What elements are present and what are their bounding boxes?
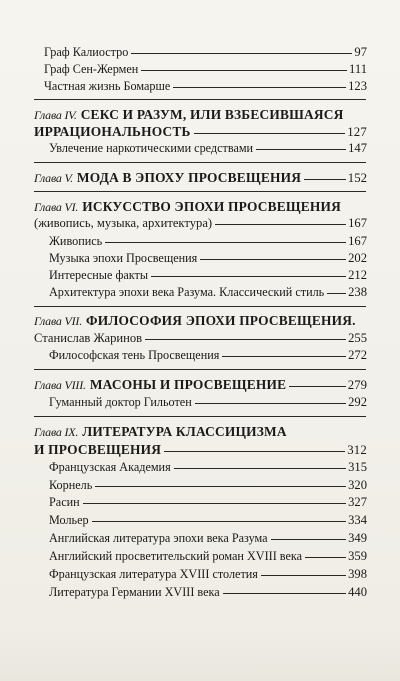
chapter-page: 167 (348, 216, 367, 230)
chapter-9-heading (34, 424, 367, 440)
chapter-title: ИСКУССТВО ЭПОХИ ПРОСВЕЩЕНИЯ (82, 199, 342, 214)
toc-entry-page: 398 (348, 567, 367, 581)
toc-entry-title: Корнель (49, 478, 93, 492)
leader-dots (305, 557, 346, 558)
toc-entry (49, 395, 367, 410)
chapter-7-heading: Глава VII. ФИЛОСОФИЯ ЭПОХИ ПРОСВЕЩЕНИЯ . (34, 313, 356, 328)
toc-entry-page: 349 (348, 531, 367, 545)
chapter-4-heading-line2 (34, 124, 367, 140)
toc-entry (49, 585, 367, 600)
chapter-page: 127 (347, 125, 367, 139)
chapter-author: Станислав Жаринов (34, 331, 143, 345)
toc-entry-title: Музыка эпохи Просвещения (49, 251, 198, 265)
chapter-prefix: Глава VI. (34, 200, 79, 214)
toc-entry-title: Литература Германии XVIII века (49, 585, 220, 599)
toc-entry-page: 212 (348, 268, 367, 282)
toc-entry-page: 334 (348, 513, 367, 527)
toc-entry-title: Мольер (49, 513, 89, 527)
chapter-prefix: Глава VIII. (34, 378, 86, 392)
chapter-title: МАСОНЫ И ПРОСВЕЩЕНИЕ (89, 377, 287, 392)
chapter-prefix: Глава VII. (34, 314, 83, 328)
leader-dots (256, 149, 346, 150)
leader-dots (200, 259, 346, 260)
chapter-4-heading (34, 107, 367, 123)
leader-dots (131, 53, 352, 54)
chapter-title: ФИЛОСОФИЯ ЭПОХИ ПРОСВЕЩЕНИЯ (86, 313, 353, 328)
toc-entry-title: Гуманный доктор Гильотен (49, 395, 192, 409)
divider (34, 369, 366, 370)
toc-entry-page: 292 (348, 395, 367, 409)
leader-dots (223, 593, 346, 594)
chapter-page: 312 (347, 443, 367, 457)
toc-entry-page: 238 (348, 285, 367, 299)
toc-entry-title: Увлечение наркотическими средствами (49, 141, 254, 155)
toc-entry-page: 147 (348, 141, 367, 155)
toc-entry (44, 45, 367, 60)
chapter-6-heading (34, 199, 367, 215)
chapter-page: 279 (347, 378, 367, 392)
chapter-9-heading-line2 (34, 442, 367, 458)
leader-dots (222, 356, 346, 357)
leader-dots (304, 179, 346, 180)
toc-entry-title: Французская Академия (49, 460, 171, 474)
leader-dots (174, 468, 346, 469)
toc-entry-title: Граф Калиостро (44, 45, 129, 59)
toc-entry (44, 79, 367, 94)
toc-entry-page: 167 (348, 234, 367, 248)
toc-entry (49, 141, 367, 156)
toc-entry (49, 549, 367, 564)
toc-entry (49, 531, 367, 546)
toc-entry-page: 359 (348, 549, 367, 563)
leader-dots (83, 503, 346, 504)
toc-entry-page: 320 (348, 478, 367, 492)
chapter-subtitle: (живопись, музыка, архитектура) (34, 216, 213, 230)
toc-entry-title: Французская литература XVIII столетия (49, 567, 258, 581)
toc-entry-title: Расин (49, 495, 80, 509)
leader-dots (105, 242, 346, 243)
leader-dots (164, 451, 345, 452)
divider (34, 162, 366, 163)
chapter-7-author-row (34, 331, 367, 346)
chapter-prefix: Глава IV. (34, 108, 77, 122)
toc-entry-title: Граф Сен-Жермен (44, 62, 139, 76)
toc-entry-title: Английский просветительский роман XVIII века (49, 549, 303, 563)
toc-entry-page: 272 (348, 348, 367, 362)
toc-entry (49, 268, 367, 283)
chapter-6-subtitle-row (34, 216, 367, 231)
divider (34, 416, 366, 417)
chapter-title: МОДА В ЭПОХУ ПРОСВЕЩЕНИЯ (76, 170, 302, 185)
toc-entry (49, 495, 367, 510)
toc-entry-title: Английская литература эпохи века Разума (49, 531, 268, 545)
toc-entry-title: Архитектура эпохи века Разума. Классический стиль (49, 285, 325, 299)
page-shadow (0, 630, 400, 681)
chapter-title: ЛИТЕРАТУРА КЛАССИЦИЗМА (82, 424, 287, 439)
leader-dots (261, 575, 346, 576)
leader-dots (289, 386, 346, 387)
leader-dots (195, 403, 346, 404)
leader-dots (271, 539, 347, 540)
leader-dots (92, 521, 347, 522)
toc-entry (49, 234, 367, 249)
toc-entry (49, 285, 367, 300)
chapter-title-line2: И ПРОСВЕЩЕНИЯ (34, 442, 162, 457)
divider (34, 191, 366, 192)
toc-entry-title: Интересные факты (49, 268, 149, 282)
leader-dots (141, 70, 347, 71)
chapter-page: 255 (348, 331, 367, 345)
leader-dots (151, 276, 346, 277)
divider (34, 99, 366, 100)
toc-entry (49, 251, 367, 266)
toc-entry-page: 202 (348, 251, 367, 265)
leader-dots (327, 293, 346, 294)
chapter-prefix: Глава IX. (34, 425, 79, 439)
toc-entry-page: 315 (348, 460, 367, 474)
leader-dots (194, 133, 346, 134)
toc-entry-title: Живопись (49, 234, 103, 248)
toc-entry (44, 62, 367, 77)
toc-entry-page: 97 (354, 45, 367, 59)
toc-entry (49, 567, 367, 582)
toc-entry-page: 111 (349, 62, 367, 76)
chapter-prefix: Глава V. (34, 171, 73, 185)
divider (34, 306, 366, 307)
chapter-title: СЕКС И РАЗУМ, ИЛИ ВЗБЕСИВШАЯСЯ (80, 107, 344, 122)
chapter-page: 152 (347, 171, 367, 185)
toc-entry (49, 478, 367, 493)
toc-entry-title: Частная жизнь Бомарше (44, 79, 171, 93)
leader-dots (215, 224, 346, 225)
leader-dots (145, 339, 346, 340)
toc-entry-page: 440 (348, 585, 367, 599)
toc-entry-title: Философская тень Просвещения (49, 348, 220, 362)
toc-entry-page: 123 (348, 79, 367, 93)
chapter-8-heading (34, 377, 367, 393)
toc-entry (49, 513, 367, 528)
toc-entry (49, 460, 367, 475)
toc-entry (49, 348, 367, 363)
toc-entry-page: 327 (348, 495, 367, 509)
chapter-5-heading (34, 170, 367, 186)
leader-dots (173, 87, 346, 88)
leader-dots (95, 486, 346, 487)
chapter-title-line2: ИРРАЦИОНАЛЬНОСТЬ (34, 124, 191, 139)
